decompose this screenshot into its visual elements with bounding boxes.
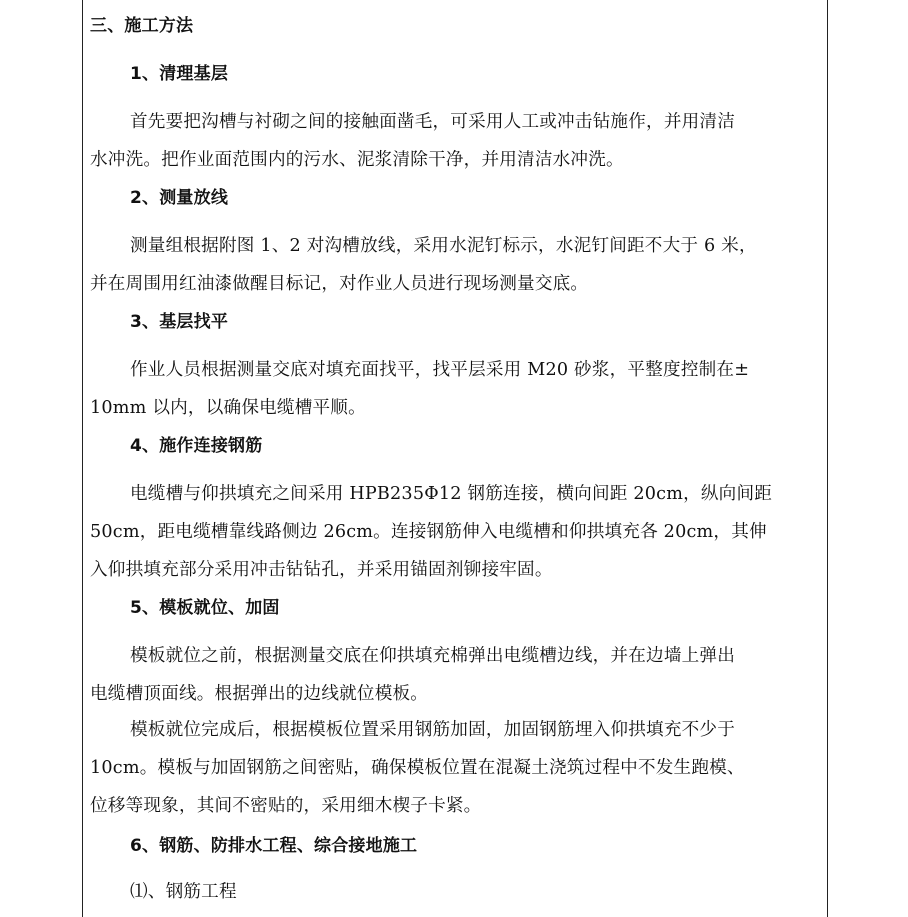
paragraph-4-line-1: 电缆槽与仰拱填充之间采用 HPB235Φ12 钢筋连接，横向间距 20cm，纵向间距	[130, 484, 773, 504]
heading-1: 1、清理基层	[130, 64, 229, 84]
heading-5: 5、模板就位、加固	[130, 598, 280, 618]
paragraph-6-line-3: 位移等现象，其间不密贴的，采用细木楔子卡紧。	[90, 796, 482, 816]
section-title: 三、施工方法	[90, 16, 194, 36]
paragraph-5-line-2: 电缆槽顶面线。根据弹出的边线就位模板。	[90, 684, 429, 704]
paragraph-1-line-2: 水冲洗。把作业面范围内的污水、泥浆清除干净，并用清洁水冲洗。	[90, 150, 624, 170]
heading-2: 2、测量放线	[130, 188, 229, 208]
paragraph-6-line-2: 10cm。模板与加固钢筋之间密贴，确保模板位置在混凝土浇筑过程中不发生跑模、	[90, 758, 745, 778]
paragraph-4-line-3: 入仰拱填充部分采用冲击钻钻孔，并采用锚固剂铆接牢固。	[90, 560, 553, 580]
paragraph-2-line-2: 并在周围用红油漆做醒目标记，对作业人员进行现场测量交底。	[90, 274, 589, 294]
paragraph-3-line-1: 作业人员根据测量交底对填充面找平，找平层采用 M20 砂浆，平整度控制在±	[130, 360, 750, 380]
paragraph-1-line-1: 首先要把沟槽与衬砌之间的接触面凿毛，可采用人工或冲击钻施作，并用清洁	[130, 112, 735, 132]
paragraph-2-line-1: 测量组根据附图 1、2 对沟槽放线，采用水泥钉标示，水泥钉间距不大于 6 米，	[130, 236, 757, 256]
paragraph-4-line-2: 50cm，距电缆槽靠线路侧边 26cm。连接钢筋伸入电缆槽和仰拱填充各 20cm，其伸	[90, 522, 767, 542]
paragraph-6-line-1: 模板就位完成后，根据模板位置采用钢筋加固，加固钢筋埋入仰拱填充不少于	[130, 720, 735, 740]
heading-6: 6、钢筋、防排水工程、综合接地施工	[130, 836, 418, 856]
paragraph-5-line-1: 模板就位之前，根据测量交底在仰拱填充棉弹出电缆槽边线，并在边墙上弹出	[130, 646, 735, 666]
heading-7: ⑴、钢筋工程	[130, 882, 237, 902]
paragraph-3-line-2: 10mm 以内，以确保电缆槽平顺。	[90, 398, 366, 418]
heading-3: 3、基层找平	[130, 312, 229, 332]
heading-4: 4、施作连接钢筋	[130, 436, 263, 456]
